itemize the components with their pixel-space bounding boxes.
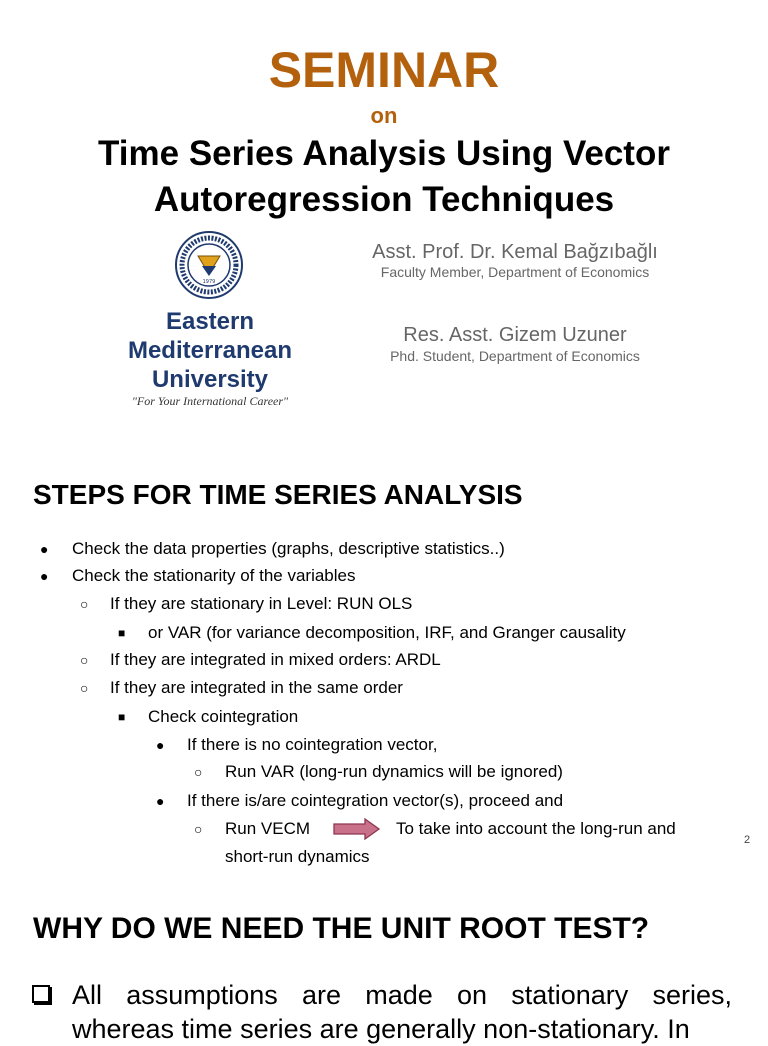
list-item: Check the stationarity of the variables [72,566,356,585]
checkbox-bullet-icon [32,985,50,1003]
list-item: Check cointegration [148,707,299,726]
list-item: Check the data properties (graphs, descriptive statistics..) [72,539,505,558]
university-motto: "For Your International Career" [131,394,289,408]
bullet-dot-icon: ● [40,568,49,584]
list-item: If there is/are cointegration vector(s), proceed and [187,791,564,810]
bullet-dot-icon: ● [40,541,49,557]
steps-heading: STEPS FOR TIME SERIES ANALYSIS [33,479,523,510]
list-item: Run VAR (long-run dynamics will be ignored) [225,762,563,781]
list-item: If they are integrated in mixed orders: ARDL [110,650,441,669]
author-1-name: Asst. Prof. Dr. Kemal Bağzıbağlı [372,241,658,263]
unit-root-text-line-1: All assumptions are made on stationary series, [72,980,732,1010]
list-item: If they are integrated in the same order [110,678,403,697]
bullet-circle-icon: ○ [80,596,89,612]
list-item: or VAR (for variance decomposition, IRF, and Granger causality [148,623,626,642]
bullet-circle-icon: ○ [194,821,203,837]
university-name-line-2: Mediterranean [127,337,293,364]
bullet-circle-icon: ○ [194,764,203,780]
bullet-dot-icon: ● [156,737,165,753]
bullet-circle-icon: ○ [80,680,89,696]
list-item-continuation: To take into account the long-run and [396,819,676,838]
bullet-circle-icon: ○ [80,652,89,668]
author-1-role: Faculty Member, Department of Economics [380,264,650,280]
seminar-topic-line-2: Autoregression Techniques [153,180,615,219]
list-item: If there is no cointegration vector, [187,735,438,754]
unit-root-text-line-2: whereas time series are generally non-stationary. In [72,1014,690,1044]
right-arrow-icon [333,818,381,840]
unit-root-heading: WHY DO WE NEED THE UNIT ROOT TEST? [33,912,650,945]
list-item-continuation: short-run dynamics [225,847,370,866]
author-2-name: Res. Asst. Gizem Uzuner [403,324,627,346]
list-item: Run VECM [225,819,311,838]
seal-year: 1979 [202,279,216,285]
bullet-square-icon: ■ [118,710,126,724]
university-name-line-3: University [151,366,269,393]
seminar-on: on [370,103,398,128]
seminar-topic-line-1: Time Series Analysis Using Vector [98,134,670,173]
university-name-line-1: Eastern [165,308,255,335]
university-logo [112,230,308,415]
university-name [112,307,308,394]
slide-number: 2 [744,834,751,846]
bullet-dot-icon: ● [156,793,165,809]
seminar-title: SEMINAR [268,42,500,98]
list-item: If they are stationary in Level: RUN OLS [110,594,413,613]
author-2-role: Phd. Student, Department of Economics [390,348,640,364]
university-seal-icon [174,230,244,300]
bullet-square-icon: ■ [118,626,126,640]
seminar-topic [0,131,768,223]
